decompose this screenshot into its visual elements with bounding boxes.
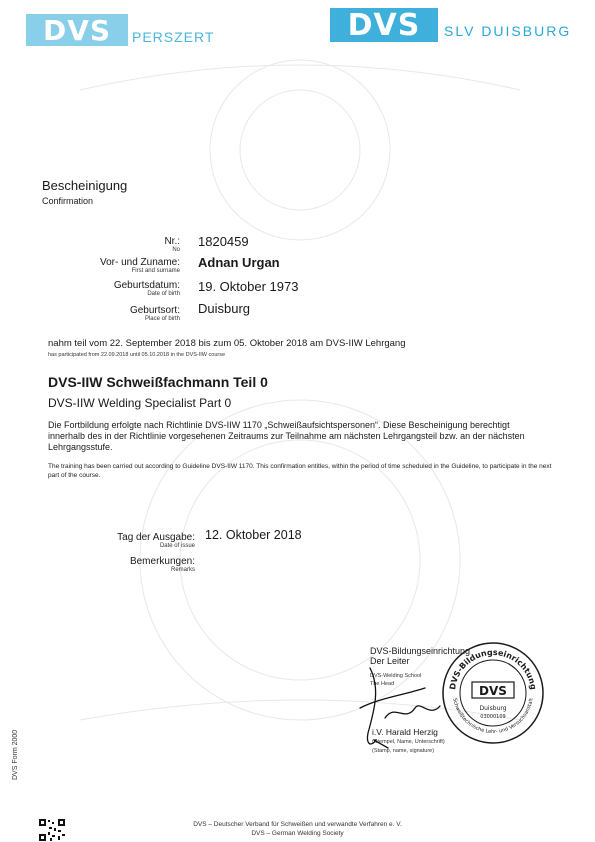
- school-label-en: DVS-Welding School: [370, 673, 422, 679]
- document-title: Bescheinigung: [42, 178, 128, 193]
- slv-duisburg-label: SLV DUISBURG: [444, 23, 572, 39]
- birthplace-value: Duisburg: [198, 301, 251, 316]
- entitlement-text: Die Fortbildung erfolgte nach Richtlinie DVS-IIW 1170 „Schweißaufsichtspersonen“. Diese Bescheinigung berechtigt innerhalb des in der Richtlinie vorgesehenen Zeitraums zur Teilnahme am nächsten Lehrgangsteil bzw. an der nächsten Lehrgangsstufe.: [48, 420, 525, 452]
- entitlement-text-en: The training has been carried out according to Guideline DVS-IIW 1170. This confirmation entitles, within the period of time scheduled in the Guideline, to participate in the next part of the course.: [48, 463, 552, 479]
- stamp-ring-bottom: Schweißtechnische Lehr- und Versuchsanstalt: [451, 697, 535, 736]
- stamp-center-mark: DVS: [479, 684, 507, 698]
- participation-text: nahm teil vom 22. September 2018 bis zum 05. Oktober 2018 am DVS-IIW Lehrgang: [48, 338, 406, 349]
- course-title-en: DVS-IIW Welding Specialist Part 0: [48, 396, 232, 410]
- stamp-caption-en: (Stamp, name, signature): [372, 748, 435, 754]
- number-label: Nr.:: [164, 236, 180, 247]
- stamp-ring-top: DVS-Bildungseinrichtung: [448, 647, 538, 691]
- birthdate-value: 19. Oktober 1973: [198, 279, 299, 294]
- institution-label: DVS-Bildungseinrichtung: [370, 646, 471, 656]
- number-label-en: No: [172, 247, 180, 253]
- stamp-caption: (Stempel, Name, Unterschrift): [372, 739, 445, 745]
- remarks-label-en: Remarks: [170, 567, 195, 573]
- stamp-city: Duisburg: [479, 705, 507, 712]
- birthplace-label: Geburtsort:: [129, 305, 180, 316]
- signatory-name: i.V. Harald Herzig: [372, 727, 438, 737]
- birthplace-label-en: Place of birth: [144, 316, 180, 322]
- dvs-perszert-logo: [26, 14, 214, 46]
- form-number: DVS Form 2000: [12, 729, 19, 780]
- birthdate-label: Geburtsdatum:: [113, 280, 180, 291]
- remarks-label: Bemerkungen:: [129, 556, 195, 567]
- stamp-code: 03000109: [480, 714, 506, 720]
- slv-duisburg-logo: [330, 8, 571, 42]
- head-label: Der Leiter: [370, 656, 410, 666]
- course-title: DVS-IIW Schweißfachmann Teil 0: [48, 374, 268, 390]
- number-value: 1820459: [198, 234, 249, 249]
- dvs-logo-mark: DVS: [330, 8, 438, 42]
- issue-date-value: 12. Oktober 2018: [205, 528, 302, 542]
- perszert-label: PERSZERT: [132, 29, 215, 45]
- participation-text-en: has participated from 22.09.2018 until 05.10.2018 in the DVS-IIW course: [48, 352, 226, 358]
- official-stamp: [440, 640, 546, 746]
- head-label-en: The Head: [370, 681, 395, 687]
- footer-line-2: DVS – German Welding Society: [251, 830, 344, 837]
- issue-date-label: Tag der Ausgabe:: [117, 532, 195, 543]
- footer-line-1: DVS – Deutscher Verband für Schweißen und verwandte Verfahren e. V.: [193, 821, 402, 828]
- birthdate-label-en: Date of birth: [147, 291, 180, 297]
- name-label: Vor- und Zuname:: [99, 257, 180, 268]
- name-label-en: First and surname: [131, 268, 180, 274]
- document-title-en: Confirmation: [42, 196, 94, 206]
- dvs-logo-mark: DVS: [26, 14, 128, 46]
- name-value: Adnan Urgan: [198, 255, 280, 270]
- issue-date-label-en: Date of issue: [159, 543, 195, 549]
